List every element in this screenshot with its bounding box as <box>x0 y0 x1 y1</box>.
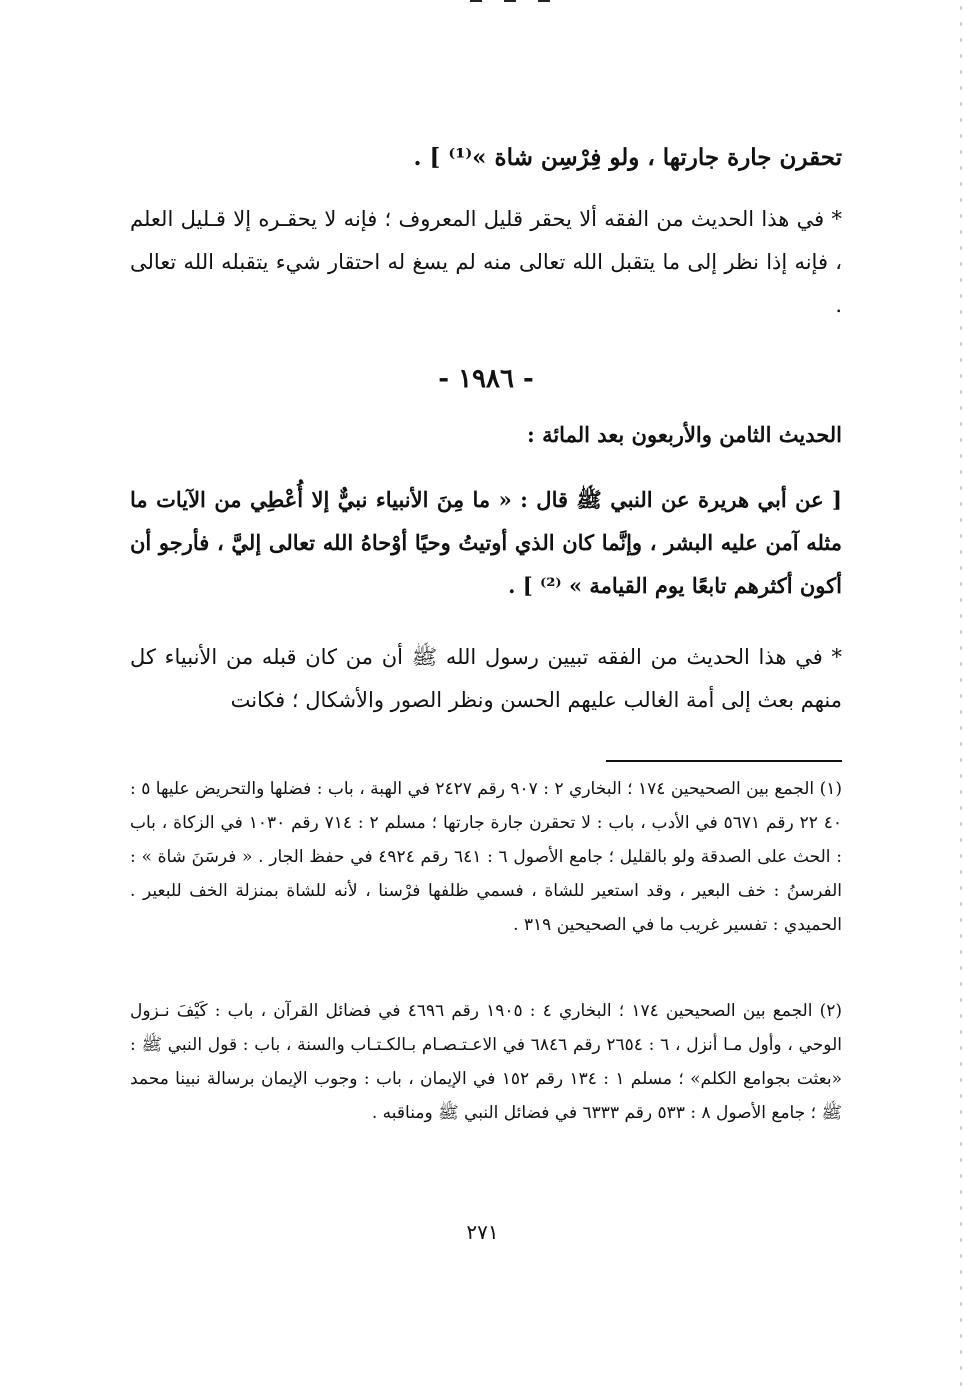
footnote-2 <box>130 994 842 1130</box>
footnote-1-number: (١) <box>819 779 842 799</box>
commentary-paragraph-2: * في هذا الحديث من الفقه تبيين رسول الله ﷺ أن من كان قبله من الأنبياء كل منهم بعث إلى أمة الغالب عليهم الحسن ونظر الصور والأشكال ؛ فكانت <box>130 645 842 712</box>
commentary-paragraph-1: * في هذا الحديث من الفقه ألا يحقر قليل المعروف ؛ فإنه لا يحقـره إلا قـليل العلم ، فإنه إذا نظر إلى ما يتقبل الله تعالى منه لم يسغ له احتقار شيء يتقبله الله تعالى . <box>130 207 842 317</box>
continued-hadith-line: تحقرن جارة جارتها ، ولو فِرْسِن شاة »⁽¹⁾ ] . <box>413 144 842 171</box>
footnote-2-number: (٢) <box>819 1001 843 1021</box>
crop-marks <box>470 0 550 8</box>
page-number: ٢٧١ <box>466 1220 499 1244</box>
footnote-separator <box>606 760 842 762</box>
hadith-text: [ عن أبي هريرة عن النبي ﷺ قال : « ما مِنَ الأنبياء نبيٌّ إلا أُعْطِي من الآيات ما مثله آمن عليه البشر ، وإنَّما كان الذي أوتيتُ وحيًا أوْحاهُ الله تعالى إليَّ ، فأرجو أن أكون أكثرهم تابعًا يوم القيامة » ⁽²⁾ ] . <box>130 487 842 598</box>
hadith-number: - ١٩٨٦ - <box>438 364 534 394</box>
scan-edge <box>957 0 965 1397</box>
footnote-1 <box>130 772 842 942</box>
footnote-2-text: الجمع بين الصحيحين ١٧٤ ؛ البخاري ٤ : ١٩٠٥ رقم ٤٦٩٦ في فضائل القرآن ، باب : كَيْفَ نـزول الوحي ، وأول مـا أنزل ، ٦ : ٢٦٥٤ رقم ٦٨٤٦ في الاعـتـصـام بـالكـتـاب والسنة ، باب : قول النبي ﷺ : «بعثت بجوامع الكلم» ؛ مسلم ١ : ١٣٤ رقم ١٥٢ في الإيمان ، باب : وجوب الإيمان برسالة نبينا محمد ﷺ ؛ جامع الأصول ٨ : ٥٣٣ رقم ٦٣٣٣ في فضائل النبي ﷺ ومناقبه . <box>130 1001 842 1123</box>
footnote-1-text: الجمع بين الصحيحين ١٧٤ ؛ البخاري ٢ : ٩٠٧ رقم ٢٤٢٧ في الهبة ، باب : فضلها والتحريض عليها ٥ : ٤٠ ٢٢ رقم ٥٦٧١ في الأدب ، باب : لا تحقرن جارة جارتها ؛ مسلم ٢ : ٧١٤ رقم ١٠٣٠ في الزكاة ، باب : الحث على الصدقة ولو بالقليل ؛ جامع الأصول ٦ : ٦٤١ رقم ٤٩٢٤ في حفظ الجار . « فرسَنَ شاة » : الفرسنُ : خف البعير ، وقد استعير للشاة ، فسمي ظلفها فرْسنا ، لأنه للشاة بمنزلة الخف للبعير . الحميدي : تفسير غريب ما في الصحيحين ٣١٩ . <box>130 779 842 935</box>
hadith-heading: الحديث الثامن والأربعون بعد المائة : <box>527 422 842 447</box>
